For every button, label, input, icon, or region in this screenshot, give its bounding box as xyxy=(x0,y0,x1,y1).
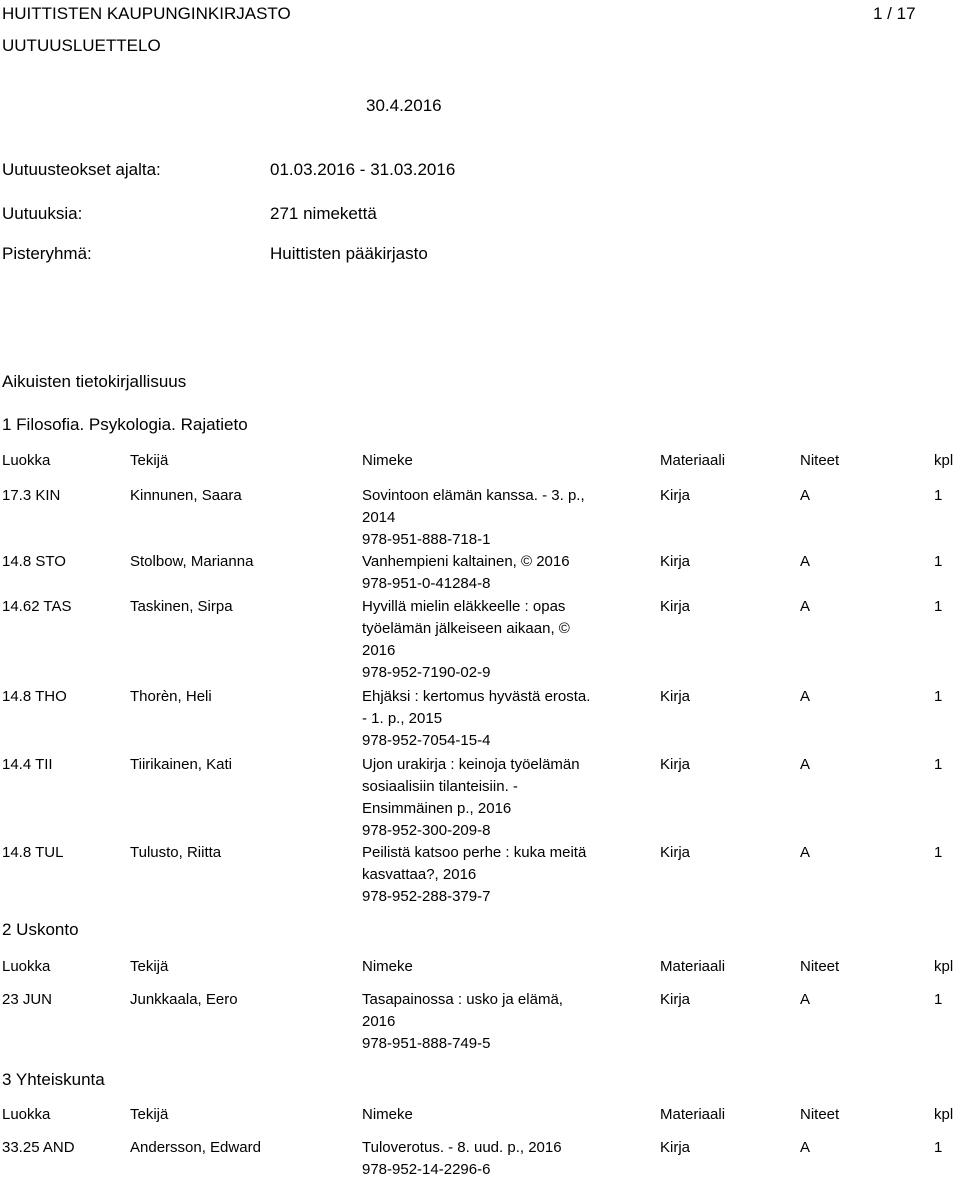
title-line: - 1. p., 2015 xyxy=(362,710,443,727)
title-line: 2016 xyxy=(362,642,396,659)
row-niteet: A xyxy=(800,1139,811,1156)
title-line: Ujon urakirja : keinoja työelämän xyxy=(362,756,580,773)
title-line: 2014 xyxy=(362,509,396,526)
print-date: 30.4.2016 xyxy=(366,96,442,115)
group-title: Aikuisten tietokirjallisuus xyxy=(2,372,187,391)
col-header-luokka: Luokka xyxy=(2,958,51,975)
count-label: Uutuuksia: xyxy=(2,204,83,223)
row-kpl: 1 xyxy=(934,991,943,1008)
col-header-niteet: Niteet xyxy=(800,452,840,469)
location-value: Huittisten pääkirjasto xyxy=(270,244,428,263)
row-nimeke xyxy=(362,1137,632,1181)
row-kpl: 1 xyxy=(934,553,943,570)
section-title: 2 Uskonto xyxy=(2,920,79,939)
col-header-tekija: Tekijä xyxy=(130,1106,169,1123)
title-line: Sovintoon elämän kanssa. - 3. p., xyxy=(362,487,585,504)
row-luokka: 33.25 AND xyxy=(2,1139,75,1156)
row-luokka: 14.62 TAS xyxy=(2,598,72,615)
row-luokka: 17.3 KIN xyxy=(2,487,61,504)
row-kpl: 1 xyxy=(934,598,943,615)
title-line: Tuloverotus. - 8. uud. p., 2016 xyxy=(362,1139,562,1156)
row-kpl: 1 xyxy=(934,688,943,705)
row-luokka: 14.4 TII xyxy=(2,756,53,773)
col-header-kpl: kpl xyxy=(934,1106,954,1123)
isbn: 978-951-888-718-1 xyxy=(362,531,491,548)
page-number: 1 / 17 xyxy=(873,4,916,23)
col-header-kpl: kpl xyxy=(934,958,954,975)
row-tekija: Stolbow, Marianna xyxy=(130,553,254,570)
col-header-kpl: kpl xyxy=(934,452,954,469)
row-tekija: Taskinen, Sirpa xyxy=(130,598,233,615)
row-luokka: 14.8 THO xyxy=(2,688,67,705)
row-materiaali: Kirja xyxy=(660,688,691,705)
title-line: Vanhempieni kaltainen, © 2016 xyxy=(362,553,570,570)
row-tekija: Tulusto, Riitta xyxy=(130,844,222,861)
col-header-materiaali: Materiaali xyxy=(660,452,726,469)
title-line: Hyvillä mielin eläkkeelle : opas xyxy=(362,598,566,615)
title-line: Tasapainossa : usko ja elämä, xyxy=(362,991,563,1008)
title-line: kasvattaa?, 2016 xyxy=(362,866,477,883)
row-kpl: 1 xyxy=(934,756,943,773)
row-niteet: A xyxy=(800,688,811,705)
col-header-niteet: Niteet xyxy=(800,958,840,975)
row-luokka: 14.8 TUL xyxy=(2,844,64,861)
period-label: Uutuusteokset ajalta: xyxy=(2,160,161,179)
location-label: Pisteryhmä: xyxy=(2,244,92,263)
row-kpl: 1 xyxy=(934,844,943,861)
title-line: sosiaalisiin tilanteisiin. - xyxy=(362,778,518,795)
period-value: 01.03.2016 - 31.03.2016 xyxy=(270,160,456,179)
row-kpl: 1 xyxy=(934,487,943,504)
row-nimeke xyxy=(362,754,632,842)
row-niteet: A xyxy=(800,844,811,861)
col-header-nimeke: Nimeke xyxy=(362,452,413,469)
isbn: 978-952-7054-15-4 xyxy=(362,732,491,749)
row-materiaali: Kirja xyxy=(660,1139,691,1156)
row-nimeke xyxy=(362,596,632,684)
row-niteet: A xyxy=(800,553,811,570)
col-header-nimeke: Nimeke xyxy=(362,1106,413,1123)
title-line: 2016 xyxy=(362,1013,396,1030)
row-materiaali: Kirja xyxy=(660,487,691,504)
row-niteet: A xyxy=(800,756,811,773)
col-header-niteet: Niteet xyxy=(800,1106,840,1123)
row-materiaali: Kirja xyxy=(660,991,691,1008)
row-niteet: A xyxy=(800,487,811,504)
isbn: 978-952-14-2296-6 xyxy=(362,1161,491,1178)
row-nimeke xyxy=(362,551,632,595)
col-header-luokka: Luokka xyxy=(2,452,51,469)
row-kpl: 1 xyxy=(934,1139,943,1156)
title-line: työelämän jälkeiseen aikaan, © xyxy=(362,620,570,637)
list-title: UUTUUSLUETTELO xyxy=(2,36,161,55)
col-header-materiaali: Materiaali xyxy=(660,958,726,975)
row-niteet: A xyxy=(800,991,811,1008)
title-line: Ehjäksi : kertomus hyvästä erosta. xyxy=(362,688,591,705)
row-luokka: 23 JUN xyxy=(2,991,53,1008)
isbn: 978-952-288-379-7 xyxy=(362,888,491,905)
section-title: 1 Filosofia. Psykologia. Rajatieto xyxy=(2,415,248,434)
section-title: 3 Yhteiskunta xyxy=(2,1070,105,1089)
row-nimeke xyxy=(362,686,632,752)
row-niteet: A xyxy=(800,598,811,615)
row-materiaali: Kirja xyxy=(660,553,691,570)
row-materiaali: Kirja xyxy=(660,844,691,861)
row-nimeke xyxy=(362,485,632,551)
row-nimeke xyxy=(362,842,632,908)
count-value: 271 nimekettä xyxy=(270,204,377,223)
col-header-luokka: Luokka xyxy=(2,1106,51,1123)
row-tekija: Thorèn, Heli xyxy=(130,688,212,705)
library-name: HUITTISTEN KAUPUNGINKIRJASTO xyxy=(2,4,291,23)
col-header-tekija: Tekijä xyxy=(130,452,169,469)
title-line: Peilistä katsoo perhe : kuka meitä xyxy=(362,844,587,861)
isbn: 978-952-300-209-8 xyxy=(362,822,491,839)
row-tekija: Tiirikainen, Kati xyxy=(130,756,232,773)
isbn: 978-951-888-749-5 xyxy=(362,1035,491,1052)
col-header-materiaali: Materiaali xyxy=(660,1106,726,1123)
title-line: Ensimmäinen p., 2016 xyxy=(362,800,512,817)
row-tekija: Andersson, Edward xyxy=(130,1139,261,1156)
col-header-tekija: Tekijä xyxy=(130,958,169,975)
col-header-nimeke: Nimeke xyxy=(362,958,413,975)
row-tekija: Kinnunen, Saara xyxy=(130,487,242,504)
row-materiaali: Kirja xyxy=(660,598,691,615)
row-luokka: 14.8 STO xyxy=(2,553,66,570)
isbn: 978-951-0-41284-8 xyxy=(362,575,491,592)
isbn: 978-952-7190-02-9 xyxy=(362,664,491,681)
row-materiaali: Kirja xyxy=(660,756,691,773)
row-nimeke xyxy=(362,989,632,1055)
row-tekija: Junkkaala, Eero xyxy=(130,991,238,1008)
